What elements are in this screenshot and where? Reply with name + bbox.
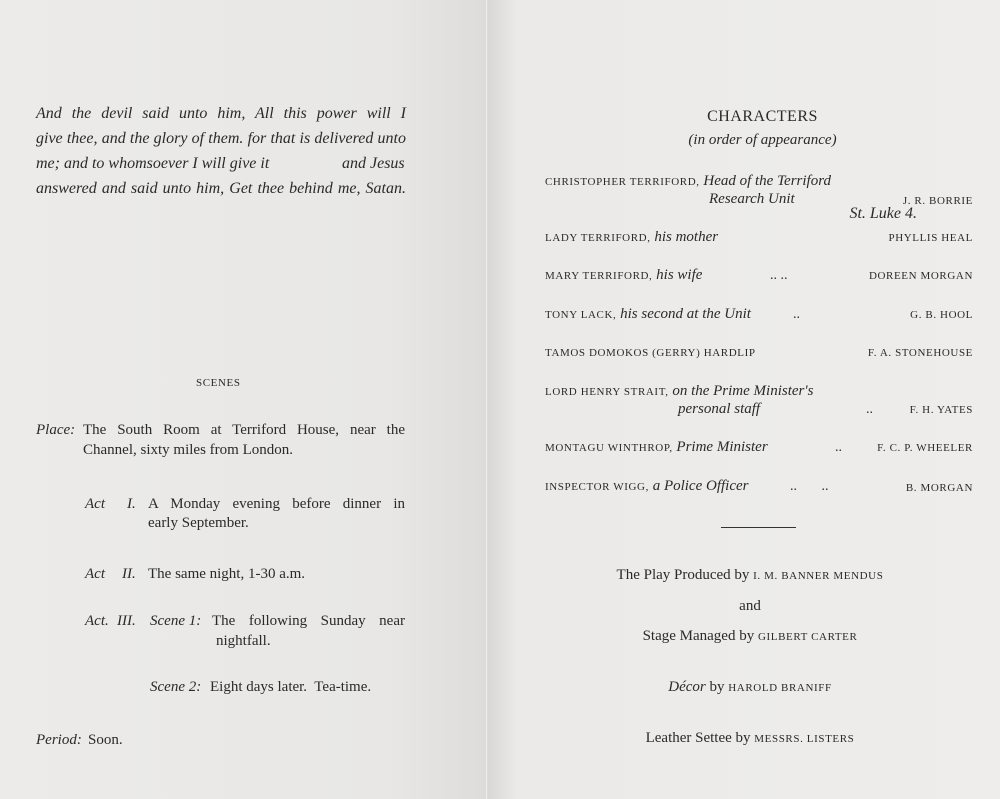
credit-text: by <box>709 679 725 695</box>
act-number: III. <box>117 613 136 629</box>
actor-name: G. B. HOOL <box>910 309 973 321</box>
divider-rule <box>721 527 796 528</box>
scene-label: Scene 1: <box>150 613 202 629</box>
character-entry <box>545 306 751 323</box>
character-name: INSPECTOR WIGG, <box>545 481 649 493</box>
credit-name: GILBERT CARTER <box>757 631 858 643</box>
act-description: early September. <box>148 515 249 531</box>
character-name: MARY TERRIFORD, <box>545 270 653 282</box>
period-label: Period: <box>36 732 82 748</box>
character-role: his wife <box>656 267 703 283</box>
character-role: Research Unit <box>709 191 795 207</box>
character-role: his mother <box>654 229 719 245</box>
credit-text: Stage Managed by <box>642 628 755 644</box>
epigraph-line: And the devil said unto him, All this power will I <box>36 105 406 122</box>
credit-name: I. M. BANNER MENDUS <box>753 570 884 582</box>
scene-label: Scene 2: <box>150 679 202 695</box>
credit-text: Décor <box>668 679 706 695</box>
leader-dots: .. .. <box>790 479 829 494</box>
scene-description: Eight days later. Tea-time. <box>210 679 372 695</box>
character-role: personal staff <box>678 401 761 417</box>
character-name: MONTAGU WINTHROP, <box>545 442 673 454</box>
character-role: Prime Minister <box>676 439 768 455</box>
place-label: Place: <box>36 422 76 438</box>
character-role: a Police Officer <box>652 478 749 494</box>
credit-stage-manager <box>500 628 1000 645</box>
scenes-heading: SCENES <box>196 377 241 389</box>
act-description: A Monday evening before dinner in <box>148 496 405 512</box>
act-label: Act <box>85 496 105 512</box>
scene-description: nightfall. <box>216 633 271 649</box>
actor-name: B. MORGAN <box>905 482 973 494</box>
act-number: I. <box>127 496 136 512</box>
credit-name: HAROLD BRANIFF <box>728 682 832 694</box>
characters-subheading: (in order of appearance) <box>688 132 837 148</box>
period-text: Soon. <box>88 732 123 748</box>
place-text: The South Room at Terriford House, near the <box>83 422 405 438</box>
character-name: LORD HENRY STRAIT, <box>545 386 669 398</box>
character-entry <box>545 439 768 456</box>
place-text: Channel, sixty miles from London. <box>83 442 293 458</box>
character-role: his second at the Unit <box>620 306 751 322</box>
actor-name: J. R. BORRIE <box>902 195 973 207</box>
credit-text: Leather Settee by <box>645 730 751 746</box>
actor-name: F. H. YATES <box>909 404 973 416</box>
credit-producer <box>500 567 1000 584</box>
credit-settee <box>500 730 1000 747</box>
epigraph-line: and Jesus <box>342 155 405 172</box>
character-name: CHRISTOPHER TERRIFORD, <box>545 176 700 188</box>
character-entry <box>545 173 831 190</box>
character-entry <box>545 267 702 284</box>
character-entry <box>545 229 718 246</box>
character-role: Head of the Terriford <box>703 173 832 189</box>
actor-name: PHYLLIS HEAL <box>888 232 973 244</box>
credit-and: and <box>739 598 761 614</box>
character-entry <box>545 344 756 361</box>
act-number: II. <box>122 566 136 582</box>
scene-description: The following Sunday near <box>212 613 405 629</box>
actor-name: F. A. STONEHOUSE <box>867 347 973 359</box>
leader-dots: .. <box>866 402 873 417</box>
credit-decor <box>500 679 1000 696</box>
page-fold <box>485 0 488 799</box>
epigraph-line: give thee, and the glory of them. for that is delivered unto <box>36 130 406 147</box>
actor-name: F. C. P. WHEELER <box>877 442 973 454</box>
credit-name: MESSRS. LISTERS <box>754 733 855 745</box>
epigraph-source: St. Luke 4. <box>849 205 917 222</box>
act-label: Act. <box>85 613 109 629</box>
credit-text: The Play Produced by <box>616 567 750 583</box>
leader-dots: .. .. <box>770 268 788 283</box>
character-name: LADY TERRIFORD, <box>545 232 651 244</box>
epigraph-line: me; and to whomsoever I will give it <box>36 155 270 172</box>
character-name: TAMOS DOMOKOS (GERRY) HARDLIP <box>545 347 756 359</box>
character-role: on the Prime Minister's <box>672 383 814 399</box>
act-description: The same night, 1-30 a.m. <box>148 566 306 582</box>
act-label: Act <box>85 566 105 582</box>
character-name: TONY LACK, <box>545 309 617 321</box>
actor-name: DOREEN MORGAN <box>868 270 973 282</box>
leader-dots: .. <box>793 307 800 322</box>
character-entry <box>545 383 813 400</box>
epigraph-line: answered and said unto him, Get thee behind me, Satan. <box>36 180 406 197</box>
character-entry <box>545 478 749 495</box>
leader-dots: .. <box>835 440 842 455</box>
characters-heading: CHARACTERS <box>707 108 818 125</box>
